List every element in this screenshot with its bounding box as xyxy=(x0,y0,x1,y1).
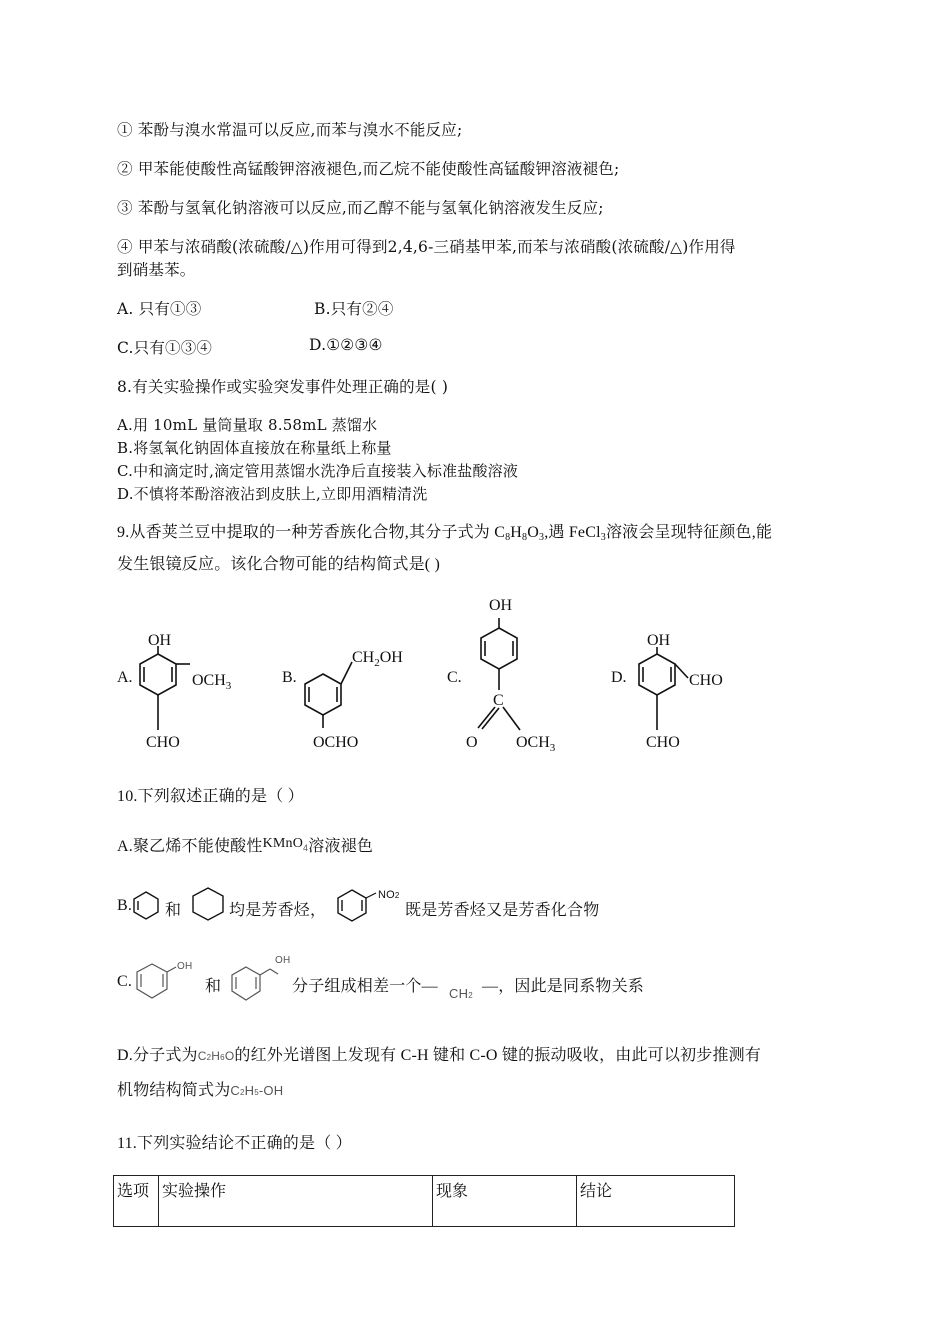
q10-option-d-line2: 机物结构简式为C2H5-OH xyxy=(117,1082,284,1099)
statement-2: ② 甲苯能使酸性高锰酸钾溶液褪色,而乙烷不能使酸性高锰酸钾溶液褪色; xyxy=(117,160,620,178)
q10-c-oh: OH xyxy=(177,961,193,972)
q11-stem: 11.下列实验结论不正确的是（ ） xyxy=(117,1135,352,1152)
statement-4: ④ 甲苯与浓硝酸(浓硫酸/△)作用可得到2,4,6-三硝基甲苯,而苯与浓硝酸(浓硫酸/△)作用得 xyxy=(117,238,736,256)
q9-label-a: A. xyxy=(117,669,133,686)
q10-b-he: 和 xyxy=(165,902,182,919)
q10-option-a: A.聚乙烯不能使酸性KMnO4溶液褪色 xyxy=(117,836,374,855)
q10-b-mid: 均是芳香烃， xyxy=(229,902,327,919)
table-header-operation: 实验操作 xyxy=(159,1176,433,1227)
q9-c-c: C xyxy=(493,692,504,709)
q10-c-tail: —，因此是同系物关系 xyxy=(482,978,645,995)
q8-option-b: B.将氢氧化钠固体直接放在称量纸上称量 xyxy=(117,439,392,457)
q9-a-cho: CHO xyxy=(146,734,180,751)
q10-c-oh2: OH xyxy=(275,955,291,966)
q9-structures xyxy=(0,590,950,760)
q9-label-c: C. xyxy=(447,669,462,686)
table-header-conclusion: 结论 xyxy=(577,1176,735,1227)
q9-stem-line2: 发生银镜反应。该化合物可能的结构简式是( ) xyxy=(117,556,441,573)
statement-4-cont: 到硝基苯。 xyxy=(117,261,196,279)
q9-c-o: O xyxy=(466,734,478,751)
q9-stem: 9.从香荚兰豆中提取的一种芳香族化合物,其分子式为 $C_8H_8O_3$,遇 FeCl$_3$溶液会呈现特征颜色,能 xyxy=(117,524,773,543)
q10-b-no2: NO2 xyxy=(378,889,400,901)
q9-c-och3: $OCH_3$ xyxy=(516,734,556,754)
q10-b-nitrobenzene-icon xyxy=(334,886,378,922)
q9-d-cho-side: CHO xyxy=(689,672,723,689)
q9-b-ocho: OCHO xyxy=(313,734,359,751)
statement-3: ③ 苯酚与氢氧化钠溶液可以反应,而乙醇不能与氢氧化钠溶液发生反应; xyxy=(117,199,604,217)
table-header-row xyxy=(114,1176,735,1227)
q10-b-benzene-icon xyxy=(131,890,161,920)
q9-label-d: D. xyxy=(611,669,627,686)
table-header-phenomenon: 现象 xyxy=(433,1176,577,1227)
q7-option-a: A. 只有①③ xyxy=(117,300,202,318)
q10-option-c-label: C. xyxy=(117,973,133,990)
q10-c-he: 和 xyxy=(205,978,222,995)
q9-d-cho: CHO xyxy=(646,734,680,751)
q7-option-d: D.①②③④ xyxy=(309,336,383,354)
q8-option-a: A.用 10mL 量筒量取 8.58mL 蒸馏水 xyxy=(117,416,378,434)
statement-1: ① 苯酚与溴水常温可以反应,而苯与溴水不能反应; xyxy=(117,121,463,139)
q9-a-och3: $OCH_3$ xyxy=(192,672,232,692)
q9-b-ch2oh: $CH_2OH$ xyxy=(352,649,403,669)
q10-option-b-label: B. xyxy=(117,897,133,914)
q9-d-oh: OH xyxy=(647,632,671,649)
q8-stem: 8.有关实验操作或实验突发事件处理正确的是( ) xyxy=(117,378,449,396)
q9-a-oh: OH xyxy=(148,632,172,649)
q10-b-post: 既是芳香烃又是芳香化合物 xyxy=(405,902,600,919)
q11-table xyxy=(113,1175,735,1227)
q10-option-d: D.分子式为C2H6O的红外光谱图上发现有 C-H 键和 C-O 键的振动吸收，由此可以初步推测有 xyxy=(117,1047,762,1064)
q8-option-c: C.中和滴定时,滴定管用蒸馏水洗净后直接装入标准盐酸溶液 xyxy=(117,462,519,480)
q10-stem: 10.下列叙述正确的是（ ） xyxy=(117,788,304,805)
q10-b-cyclohexane-icon xyxy=(190,886,226,922)
q9-c-oh: OH xyxy=(489,597,513,614)
q9-label-b: B. xyxy=(282,669,297,686)
q7-option-b: B.只有②④ xyxy=(314,300,394,318)
table-header-option: 选项 xyxy=(114,1176,159,1227)
q7-option-c: C.只有①③④ xyxy=(117,339,213,357)
q10-c-ch2: CH2 xyxy=(449,986,473,1001)
q10-c-post: 分子组成相差一个— xyxy=(292,978,438,995)
q8-option-d: D.不慎将苯酚溶液沾到皮肤上,立即用酒精清洗 xyxy=(117,485,428,503)
